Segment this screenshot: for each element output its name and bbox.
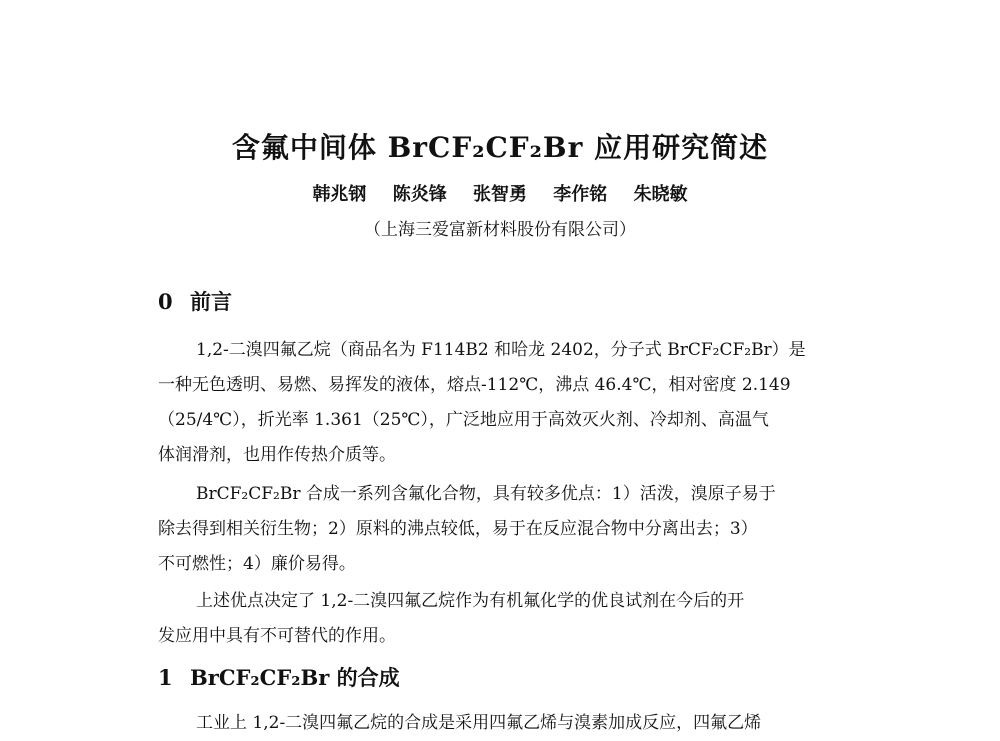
author-list [0,180,1000,206]
section-number: 0 [158,289,173,314]
paragraph [158,706,870,741]
author-name: 张智勇 [473,184,527,205]
section-title: 前言 [190,289,232,314]
author-name: 朱晓敏 [633,184,688,205]
paragraph-line: 工业上 1,2-二溴四氟乙烷的合成是采用四氟乙烯与溴素加成反应，四氟乙烯 [196,713,762,733]
paragraph [158,333,870,473]
section-heading [158,286,232,316]
author-affiliation: （上海三爱富新材料股份有限公司） [364,220,636,240]
section-heading [158,662,400,692]
paragraph [158,584,870,654]
paragraph [158,477,870,582]
paragraph-line: BrCF₂CF₂Br 合成一系列含氟化合物，具有较多优点：1）活泼，溴原子易于 [196,484,776,504]
paragraph-line: 除去得到相关衍生物；2）原料的沸点较低，易于在反应混合物中分离出去；3） [158,519,758,539]
paragraph-line: 不可燃性；4）廉价易得。 [158,554,356,574]
paragraph-line: （25/4℃），折光率 1.361（25℃），广泛地应用于高效灭火剂、冷却剂、高温气 [158,410,769,430]
author-name: 李作铭 [553,184,608,205]
paragraph-line: 发应用中具有不可替代的作用。 [158,626,396,646]
paragraph-line: 1,2-二溴四氟乙烷（商品名为 F114B2 和哈龙 2402，分子式 BrCF₂CF₂Br）是 [196,340,806,360]
author-name: 韩兆钢 [312,184,367,205]
author-name: 陈炎锋 [392,184,447,205]
document-title: 含氟中间体 BrCF₂CF₂Br 应用研究简述 [231,131,769,164]
paragraph-line: 一种无色透明、易燃、易挥发的液体，熔点-112℃，沸点 46.4℃，相对密度 2.149 [158,375,791,395]
paragraph-line: 体润滑剂，也用作传热介质等。 [158,445,396,465]
paragraph-line: 上述优点决定了 1,2-二溴四氟乙烷作为有机氟化学的优良试剂在今后的开 [196,591,745,611]
section-number: 1 [158,665,173,690]
section-title: BrCF₂CF₂Br 的合成 [190,665,400,690]
